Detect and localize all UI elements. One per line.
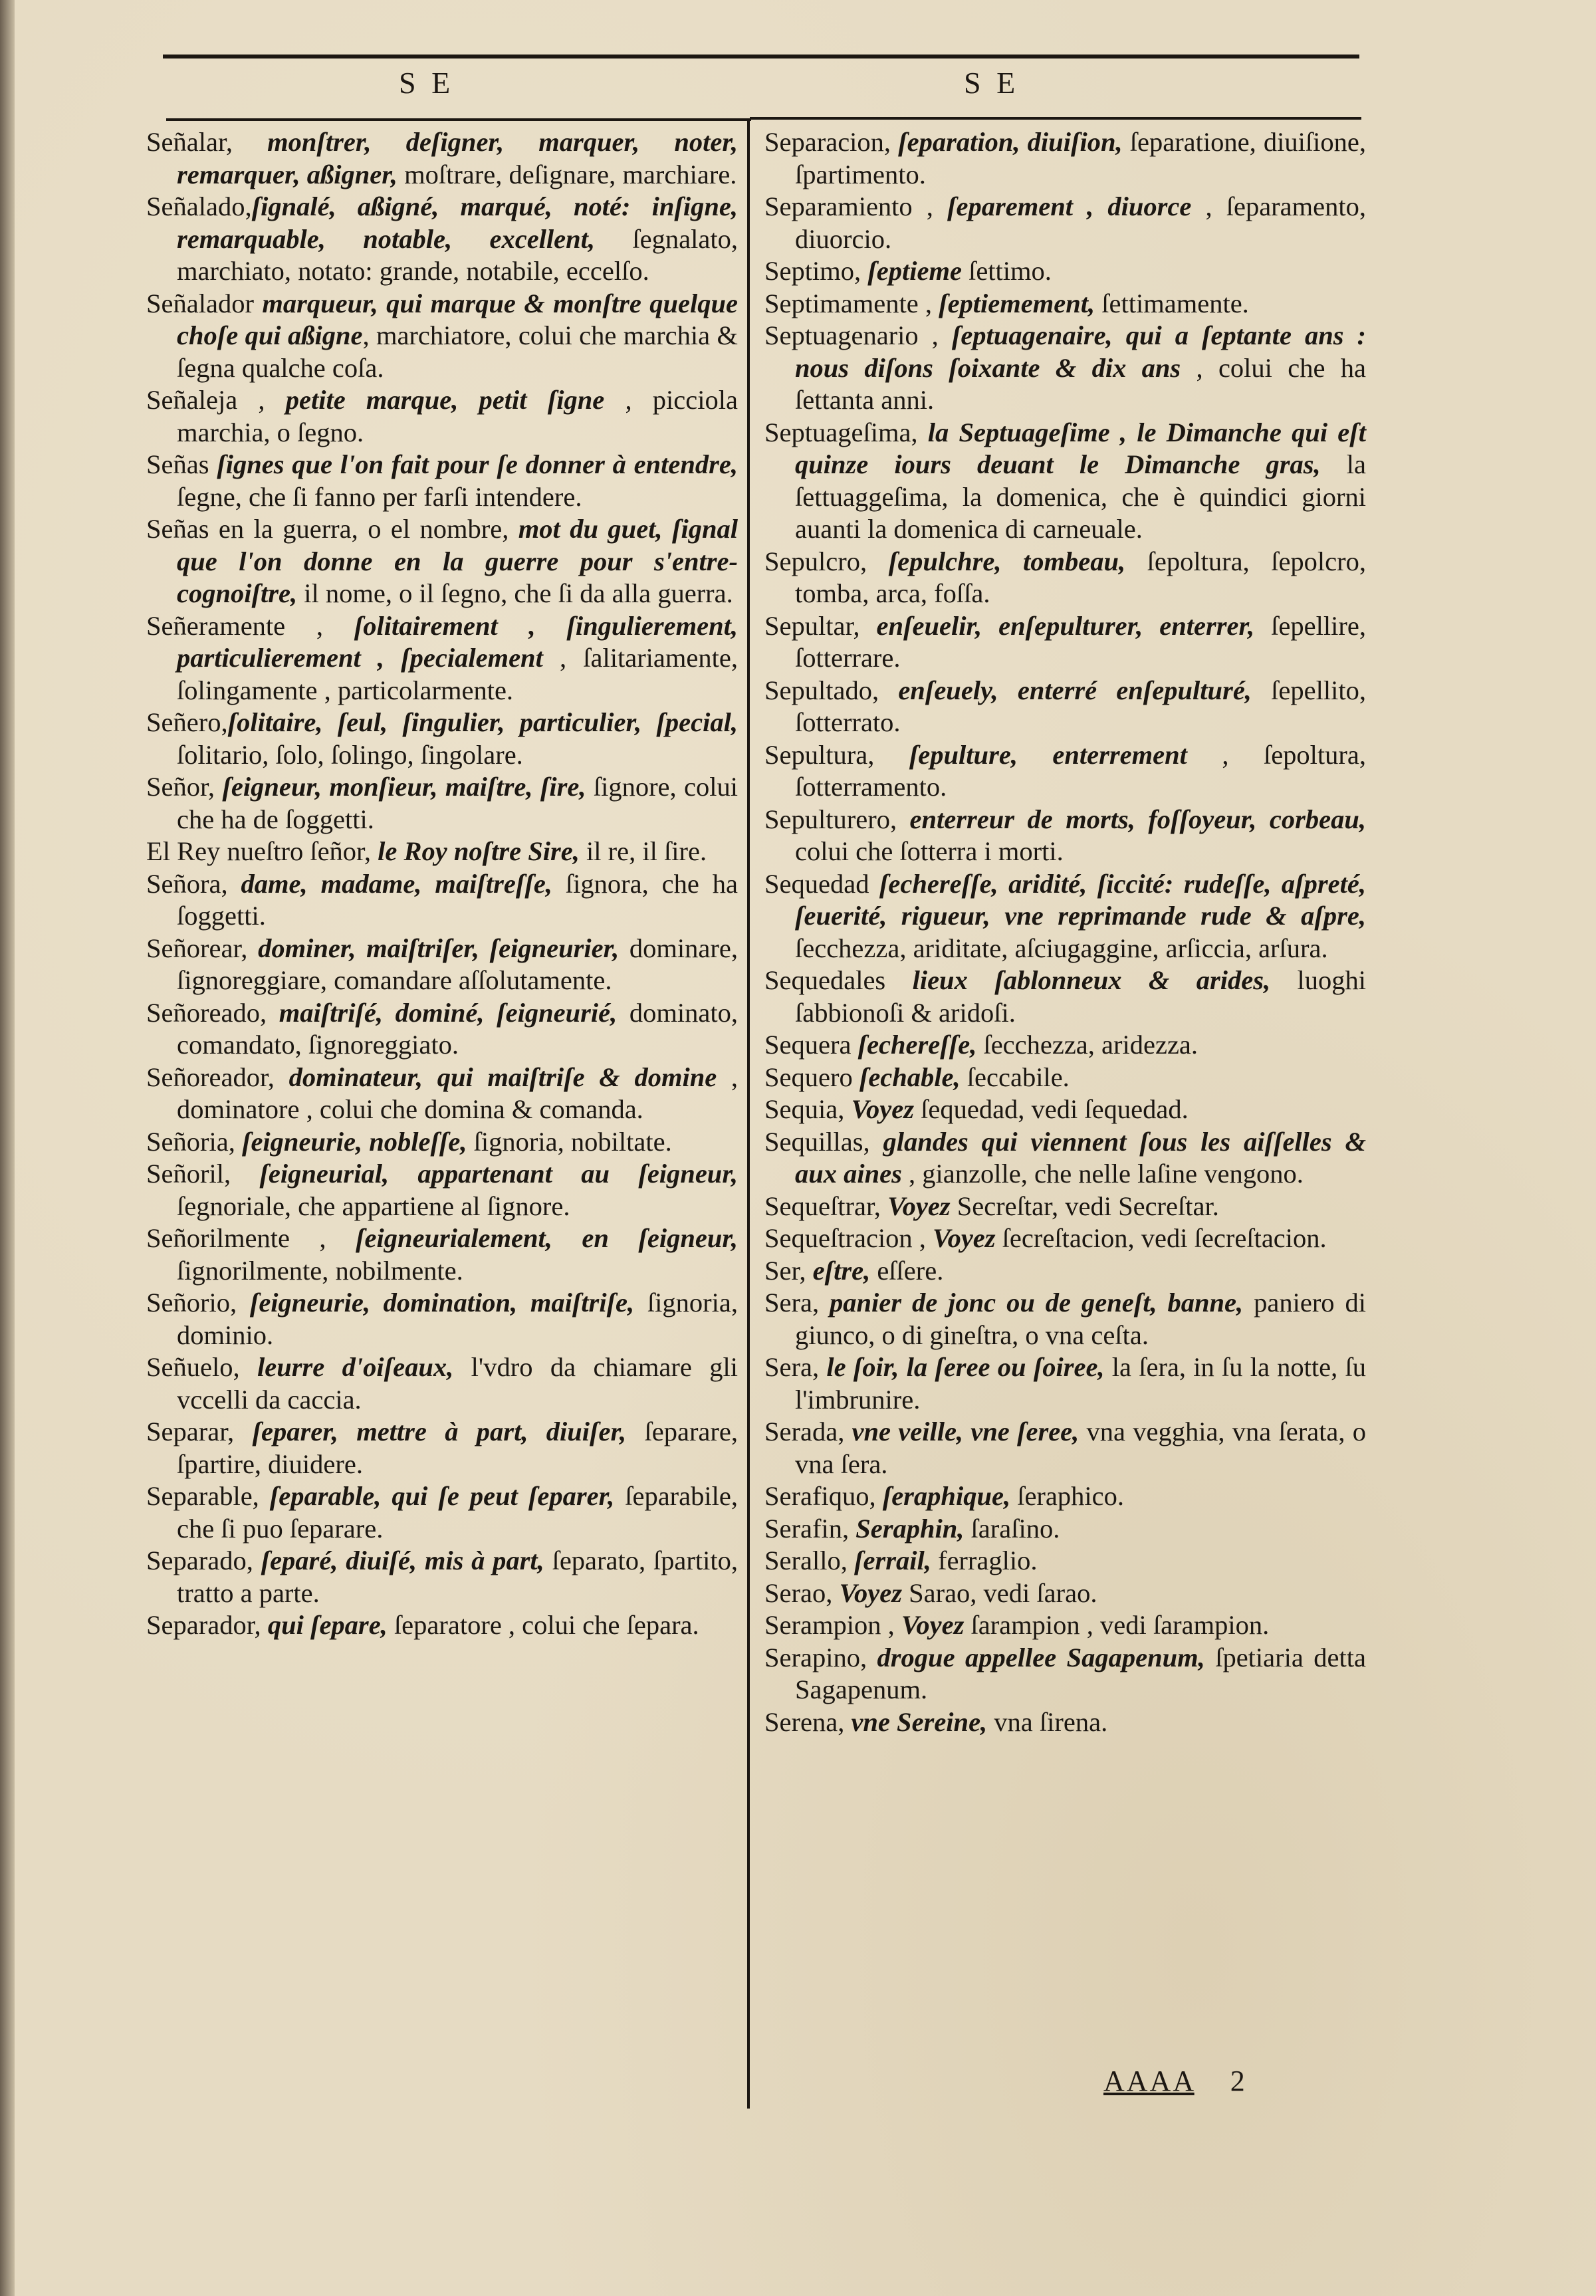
italian-gloss: , ſepoltura, ſotterramento. (795, 739, 1367, 802)
italian-gloss: vna vegghia, vna ſerata, o vna ſera. (795, 1417, 1366, 1479)
french-gloss: ſeigneurialement, en ſeigneur, (356, 1223, 739, 1253)
headword: Sera, (764, 1352, 827, 1382)
french-gloss: ſechereſſe, (857, 1030, 977, 1060)
dictionary-entry (764, 1545, 1366, 1577)
right-running-head: S E (964, 66, 1020, 100)
headword: Serafin, (764, 1513, 856, 1544)
french-gloss: ſeparement , diuorce (947, 191, 1192, 221)
headword: Señuelo, (146, 1352, 257, 1382)
french-gloss: vne Sereine, (851, 1706, 988, 1737)
french-gloss: ſeptuagenaire, qui a ſeptante ans : nous diſons ſoixante & dix ans (795, 320, 1367, 383)
headword: Serena, (764, 1706, 852, 1737)
dictionary-entry (764, 1093, 1366, 1126)
headword: El Rey nueſtro ſeñor, (146, 836, 378, 866)
italian-gloss: vna ſirena. (987, 1706, 1108, 1737)
headword: Señas (146, 449, 217, 479)
italian-gloss: ſegnalato, marchiato, notato: grande, notabile, eccelſo. (177, 223, 738, 286)
headword: Sequera (764, 1030, 858, 1060)
french-gloss: eſtre, (812, 1255, 871, 1286)
dictionary-entry (764, 1577, 1366, 1610)
dictionary-entry (146, 1351, 738, 1416)
headword: Septuageſima, (764, 417, 928, 447)
dictionary-entry (146, 513, 738, 610)
signature-letters: AAAA (1103, 2065, 1195, 2097)
dictionary-entry (764, 1609, 1366, 1642)
french-gloss: Voyez (887, 1191, 951, 1221)
italian-gloss: il re, il ſire. (579, 836, 707, 866)
french-gloss: ſeparation, diuiſion, (898, 127, 1123, 157)
dictionary-entry (146, 1222, 738, 1287)
headword: Separador, (146, 1610, 268, 1640)
dictionary-entry (764, 320, 1366, 417)
french-gloss: drogue appellee Sagapenum, (877, 1642, 1205, 1672)
headword: Señaleja , (146, 385, 286, 415)
italian-gloss: , colui che ha ſettanta anni. (795, 352, 1366, 415)
right-head-rule (750, 117, 1361, 120)
headword: Señoreador, (146, 1062, 289, 1092)
dictionary-entry (146, 1158, 738, 1222)
dictionary-entry (146, 771, 738, 836)
italian-gloss: dominare, ſignoreggiare, comandare aſſolutamente. (177, 933, 738, 995)
french-gloss: ſeptiemement, (939, 288, 1095, 318)
headword: Separamiento , (764, 191, 948, 221)
italian-gloss: ſeparato, ſpartito, tratto a parte. (177, 1546, 738, 1608)
french-gloss: ſepulchre, tombeau, (888, 546, 1126, 576)
french-gloss: ſeparé, diuiſé, mis à part, (261, 1546, 544, 1575)
italian-gloss: ſaraſino. (964, 1513, 1060, 1544)
dictionary-entry (764, 1126, 1366, 1191)
headword: Sepulcro, (764, 546, 889, 576)
french-gloss: ſeparer, mettre à part, diuiſer, (252, 1417, 627, 1446)
dictionary-entry (146, 868, 738, 933)
italian-gloss: ſeraphico. (1010, 1481, 1124, 1511)
headword: Sequeſtrar, (764, 1191, 888, 1221)
italian-gloss: , ſalitariamente, ſolingamente , particolarmente. (177, 643, 738, 705)
italian-gloss: moſtrare, deſignare, marchiare. (397, 159, 737, 189)
french-gloss: enterreur de morts, foſſoyeur, corbeau, (909, 804, 1366, 834)
italian-gloss: l'vdro da chiamare gli vccelli da caccia. (177, 1352, 738, 1415)
dictionary-entry (146, 126, 738, 191)
french-gloss: Seraphin, (855, 1513, 965, 1544)
french-gloss: dame, madame, maiſtreſſe, (241, 868, 552, 899)
italian-gloss: ſeparare, ſpartire, diuidere. (177, 1417, 738, 1479)
headword: Separacion, (764, 127, 899, 157)
dictionary-entry (146, 1416, 738, 1480)
headword: Separable, (146, 1481, 270, 1511)
headword: Septuagenario , (764, 320, 952, 350)
french-gloss: ſeparable, qui ſe peut ſeparer, (269, 1481, 615, 1511)
dictionary-entry (764, 1706, 1366, 1739)
italian-gloss: ſeccabile. (960, 1062, 1070, 1092)
italian-gloss: paniero di giunco, o di gineſtra, o vna ceſta. (795, 1288, 1366, 1350)
dictionary-entry (764, 255, 1366, 288)
french-gloss: ſeigneurie, nobleſſe, (241, 1126, 467, 1157)
french-gloss: ſepulture, enterrement (909, 739, 1187, 770)
italian-gloss: ſettimamente. (1095, 288, 1249, 318)
dictionary-entry (764, 1642, 1366, 1706)
french-gloss: Voyez (851, 1094, 914, 1124)
french-gloss: panier de jonc ou de geneſt, banne, (830, 1288, 1244, 1318)
dictionary-entry (764, 191, 1366, 255)
french-gloss: enſeuelir, enſepulturer, enterrer, (876, 610, 1255, 641)
dictionary-entry (146, 707, 738, 771)
french-gloss: dominateur, qui maiſtriſe & domine (288, 1062, 717, 1092)
dictionary-entry (146, 1062, 738, 1126)
italian-gloss: , gianzolle, che nelle laſine vengono. (901, 1159, 1304, 1189)
headword: Sepulturero, (764, 804, 910, 834)
dictionary-entry (146, 1545, 738, 1609)
column-divider (747, 121, 750, 2109)
italian-gloss: ſeparatione, diuiſione, ſpartimento. (795, 127, 1366, 189)
dictionary-entry (146, 384, 738, 449)
headword: Señoril, (146, 1159, 260, 1189)
french-gloss: vne veille, vne ſeree, (852, 1417, 1080, 1446)
italian-gloss: ſecchezza, ariditate, aſciugaggine, arſiccia, arſura. (795, 933, 1328, 963)
dictionary-entry (146, 1287, 738, 1351)
headword: Señero, (146, 707, 228, 737)
french-gloss: mot du guet, ſignal que l'on donne en la guerre pour s'entre-cognoiſtre, (177, 514, 738, 608)
italian-gloss: ſignorilmente, nobilmente. (177, 1255, 463, 1286)
headword: Serapino, (764, 1642, 877, 1672)
headword: Señor, (146, 772, 223, 802)
italian-gloss: ſepellito, ſotterrato. (795, 675, 1366, 737)
french-gloss: dominer, maiſtriſer, ſeigneurier, (258, 933, 620, 963)
french-gloss: Voyez (839, 1577, 902, 1608)
french-gloss: ſignes que l'on fait pour ſe donner à entendre, (217, 449, 738, 479)
french-gloss: ſechereſſe, aridité, ſiccité: rudeſſe, aſpreté, ſeuerité, rigueur, vne reprimande rude & aſpre, (795, 868, 1366, 931)
italian-gloss: ſignora, che ha ſoggetti. (177, 868, 738, 931)
french-gloss: leurre d'oiſeaux, (257, 1352, 454, 1382)
headword: Serallo, (764, 1546, 854, 1575)
page-scan-edge (0, 0, 15, 2296)
headword: Sepultar, (764, 610, 877, 641)
dictionary-entry (146, 997, 738, 1062)
headword: Señalador (146, 288, 263, 318)
italian-gloss: ſignoria, nobiltate. (467, 1126, 672, 1157)
french-gloss: ſerrail, (854, 1546, 931, 1575)
italian-gloss: ſolitario, ſolo, ſolingo, ſingolare. (177, 739, 523, 770)
dictionary-entry (764, 1222, 1366, 1255)
headword: Señas en la guerra, o el nombre, (146, 514, 518, 544)
italian-gloss: luoghi ſabbionoſi & aridoſi. (795, 965, 1367, 1028)
dictionary-entry (146, 836, 738, 868)
french-gloss: ſignalé, aßigné, marqué, noté: inſigne, remarquable, notable, excellent, (177, 191, 738, 254)
italian-gloss: il nome, o il ſegno, che ſi da alla guerra. (297, 578, 733, 608)
left-running-head: S E (399, 66, 455, 100)
italian-gloss: ſeparatore , colui che ſepara. (387, 1610, 699, 1640)
headword: Separar, (146, 1417, 253, 1446)
headword: Señorio, (146, 1288, 250, 1318)
french-gloss: ſeigneurie, domination, maiſtriſe, (249, 1288, 635, 1318)
french-gloss: enſeuely, enterré enſepulturé, (898, 675, 1252, 705)
dictionary-entry (146, 933, 738, 997)
dictionary-entry (146, 288, 738, 385)
dictionary-entry (764, 1191, 1366, 1223)
italian-gloss: ſepellire, ſotterrare. (795, 610, 1366, 673)
dictionary-entry (146, 1126, 738, 1159)
dictionary-entry (764, 546, 1366, 610)
italian-gloss: , picciola marchia, o ſegno. (177, 385, 738, 447)
italian-gloss: ſeparabile, che ſi puo ſeparare. (177, 1481, 738, 1544)
italian-gloss: , marchiatore, colui che marchia & ſegna qualche coſa. (177, 320, 738, 383)
right-column (764, 126, 1366, 1738)
headword: Serada, (764, 1417, 852, 1446)
headword: Sequia, (764, 1094, 852, 1124)
headword: Señorear, (146, 933, 259, 963)
left-head-rule (166, 118, 751, 121)
italian-gloss: la ſera, in ſu la notte, ſu l'imbrunire. (795, 1352, 1366, 1415)
headword: Señoria, (146, 1126, 242, 1157)
headword: Señalado, (146, 191, 252, 221)
headword: Sepultura, (764, 739, 909, 770)
italian-gloss: ſegne, che ſi fanno per farſi intendere. (177, 481, 582, 512)
italian-gloss: Sarao, vedi ſarao. (901, 1577, 1097, 1608)
dictionary-entry (764, 126, 1366, 191)
french-gloss: qui ſepare, (267, 1610, 388, 1640)
dictionary-entry (146, 191, 738, 288)
italian-gloss: , dominatore , colui che domina & comanda. (177, 1062, 739, 1124)
headword: Serampion , (764, 1610, 901, 1640)
italian-gloss: ſpetiaria detta Sagapenum. (795, 1642, 1367, 1704)
headword: Sequillas, (764, 1126, 883, 1157)
headword: Señorilmente , (146, 1223, 356, 1253)
french-gloss: petite marque, petit ſigne (285, 385, 605, 415)
french-gloss: ſeigneurial, appartenant au ſeigneur, (259, 1159, 738, 1189)
headword: Septimo, (764, 256, 868, 286)
french-gloss: marqueur, qui marque & monſtre quelque choſe qui aßigne (177, 288, 738, 350)
dictionary-entry (764, 417, 1366, 546)
top-rule (163, 55, 1359, 58)
italian-gloss: ſepoltura, ſepolcro, tomba, arca, foſſa. (795, 546, 1367, 608)
headword: Señeramente , (146, 610, 354, 641)
left-column (146, 126, 738, 1642)
headword: Septimamente , (764, 288, 939, 318)
italian-gloss: eſſere. (870, 1255, 944, 1286)
french-gloss: ſolitairement , ſingulierement, particulierement , ſpecialement (177, 610, 738, 673)
headword: Sequedad (764, 868, 879, 899)
dictionary-entry (764, 965, 1366, 1029)
headword: Sequero (764, 1062, 859, 1092)
dictionary-entry (764, 1287, 1366, 1351)
italian-gloss: Secreſtar, vedi Secreſtar. (950, 1191, 1219, 1221)
french-gloss: la Septuageſime , le Dimanche qui eſt quinze iours deuant le Dimanche gras, (795, 417, 1366, 479)
french-gloss: ſolitaire, ſeul, ſingulier, particulier, ſpecial, (227, 707, 738, 737)
dictionary-entry (764, 610, 1366, 675)
italian-gloss: la ſettuaggeſima, la domenica, che è quindici giorni auanti la domenica di carneuale. (795, 449, 1366, 544)
headword: Sera, (764, 1288, 830, 1318)
dictionary-entry (764, 1062, 1366, 1094)
dictionary-entry (764, 1029, 1366, 1062)
french-gloss: ſeptieme (867, 256, 962, 286)
headword: Señalar, (146, 127, 268, 157)
italian-gloss: ſignoria, dominio. (177, 1288, 738, 1350)
headword: Sequeſtracion , (764, 1223, 933, 1253)
headword: Serafiquo, (764, 1481, 883, 1511)
french-gloss: lieux ſablonneux & arides, (912, 965, 1271, 995)
italian-gloss: ferraglio. (931, 1546, 1038, 1575)
french-gloss: le ſoir, la ſeree ou ſoiree, (826, 1352, 1105, 1382)
french-gloss: maiſtriſé, dominé, ſeigneurié, (279, 997, 618, 1028)
dictionary-entry (764, 1351, 1366, 1416)
italian-gloss: ſecreſtacion, vedi ſecreſtacion. (995, 1223, 1327, 1253)
french-gloss: Voyez (933, 1223, 996, 1253)
italian-gloss: , ſeparamento, diuorcio. (795, 191, 1366, 254)
italian-gloss: ſignore, colui che ha de ſoggetti. (177, 772, 738, 834)
french-gloss: monſtrer, deſigner, marquer, noter, remarquer, aßigner, (177, 127, 738, 189)
headword: Serao, (764, 1577, 840, 1608)
signature-mark (1103, 2064, 1247, 2098)
dictionary-entry (764, 1513, 1366, 1546)
dictionary-entry (146, 1480, 738, 1545)
headword: Sequedales (764, 965, 913, 995)
dictionary-entry (764, 1255, 1366, 1288)
italian-gloss: ſequedad, vedi ſequedad. (913, 1094, 1189, 1124)
dictionary-entry (764, 288, 1366, 320)
dictionary-entry (764, 868, 1366, 965)
headword: Separado, (146, 1546, 261, 1575)
italian-gloss: colui che ſotterra i morti. (795, 836, 1064, 866)
french-gloss: Voyez (901, 1610, 965, 1640)
headword: Ser, (764, 1255, 813, 1286)
dictionary-entry (764, 804, 1366, 868)
headword: Señora, (146, 868, 241, 899)
french-gloss: glandes qui viennent ſous les aiſſelles & aux aines (795, 1126, 1367, 1189)
french-gloss: ſechable, (859, 1062, 961, 1092)
headword: Señoreado, (146, 997, 279, 1028)
italian-gloss: ſegnoriale, che appartiene al ſignore. (177, 1191, 570, 1221)
dictionary-entry (146, 1609, 738, 1642)
dictionary-entry (764, 675, 1366, 739)
headword: Sepultado, (764, 675, 899, 705)
dictionary-entry (764, 1416, 1366, 1480)
italian-gloss: ſarampion , vedi ſarampion. (964, 1610, 1270, 1640)
dictionary-entry (764, 739, 1366, 804)
dictionary-entry (764, 1480, 1366, 1513)
italian-gloss: ſecchezza, aridezza. (976, 1030, 1198, 1060)
dictionary-entry (146, 449, 738, 513)
italian-gloss: ſettimo. (961, 256, 1052, 286)
italian-gloss: dominato, comandato, ſignoreggiato. (177, 997, 738, 1060)
french-gloss: ſeraphique, (882, 1481, 1011, 1511)
dictionary-entry (146, 610, 738, 707)
french-gloss: le Roy noſtre Sire, (378, 836, 580, 866)
french-gloss: ſeigneur, monſieur, maiſtre, ſire, (222, 772, 586, 802)
signature-number: 2 (1230, 2065, 1247, 2097)
